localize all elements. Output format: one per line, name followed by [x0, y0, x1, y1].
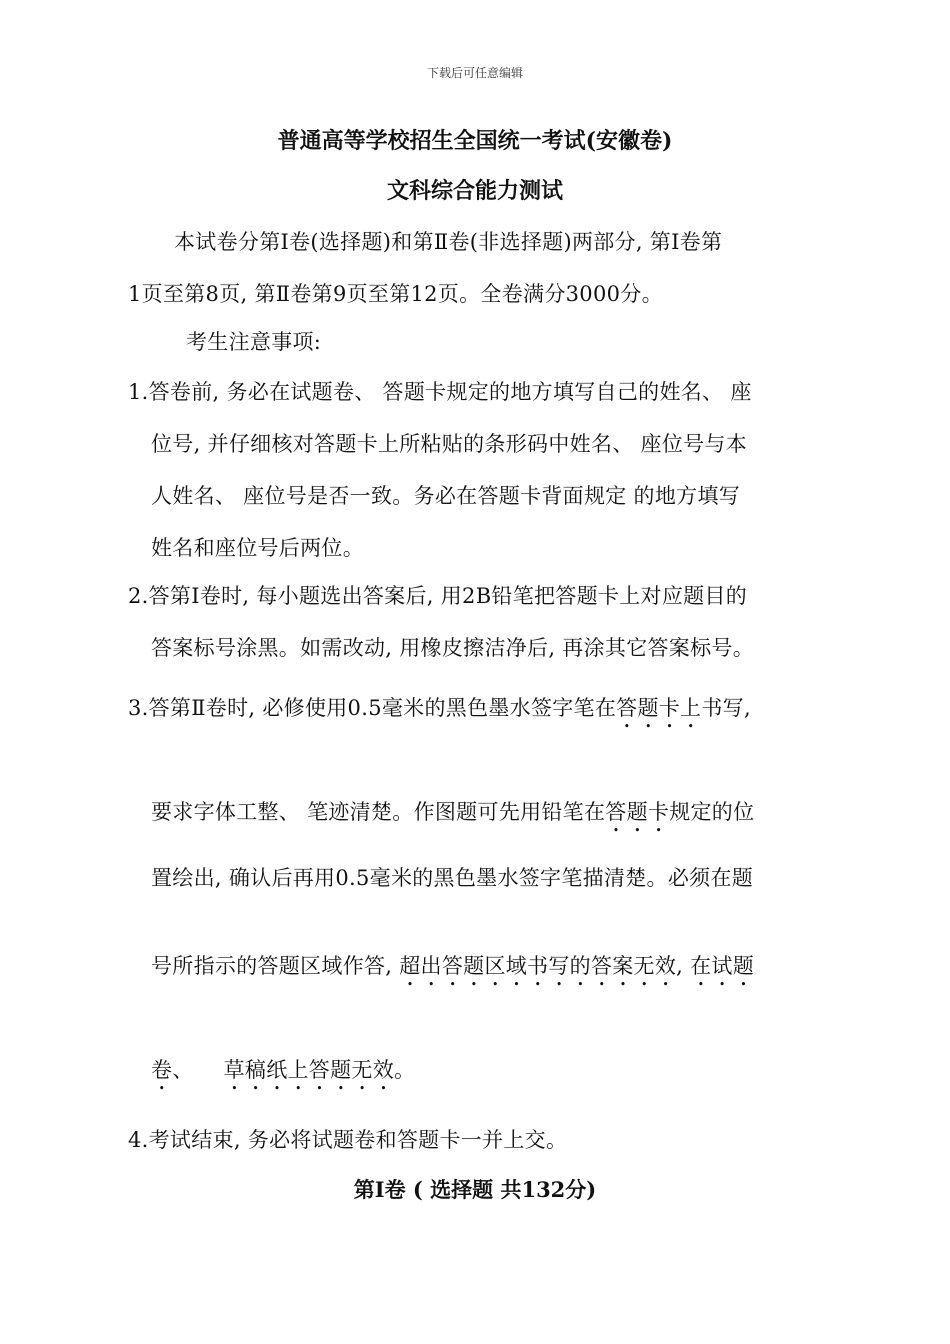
- item-1-line-1: 1.答卷前, 务必在试题卷、 答题卡规定的地方填写自己的姓名、 座: [128, 380, 752, 404]
- item-3-emphasis-7: 。: [394, 1058, 416, 1082]
- item-3-emphasis-5: 卷、: [151, 1058, 194, 1082]
- item-3-line-5: [151, 1054, 415, 1095]
- notice-heading: 考生注意事项:: [186, 330, 322, 354]
- item-1-line-2: 位号, 并仔细核对答题卡上所粘贴的条形码中姓名、 座位号与本: [151, 432, 748, 456]
- document-title: 普通高等学校招生全国统一考试(安徽卷): [277, 128, 673, 154]
- item-2-line-1: 2.答第Ⅰ卷时, 每小题选出答案后, 用2B铅笔把答题卡上对应题目的: [128, 584, 748, 608]
- item-1-line-4: 姓名和座位号后两位。: [151, 536, 364, 560]
- item-3-line-2: [151, 796, 754, 837]
- item-3-emphasis-3: 超出答题区域书写的答案无效: [399, 954, 677, 978]
- item-3-line-2-tail: 规定的位: [669, 800, 755, 824]
- item-1-line-3: 人姓名、 座位号是否一致。务必在答题卡背面规定 的地方填写: [151, 484, 741, 508]
- item-3-emphasis-4: 在试题: [690, 954, 755, 978]
- item-4-line-1: 4.考试结束, 务必将试题卷和答题卡一并上交。: [128, 1128, 568, 1152]
- item-3-emphasis-6: 草稿纸上答题无效: [223, 1058, 395, 1082]
- item-3-emphasis-1: 答题卡上: [616, 696, 702, 720]
- item-3-line-1-tail: 书写,: [701, 696, 751, 720]
- item-3-emphasis-2: 答题卡: [605, 800, 670, 824]
- item-3-line-3: 置绘出, 确认后再用0.5毫米的黑色墨水签字笔描清楚。必须在题: [151, 866, 754, 890]
- item-3-line-4-comma: ,: [676, 954, 691, 978]
- item-2-line-2: 答案标号涂黑。如需改动, 用橡皮擦洁净后, 再涂其它答案标号。: [151, 636, 754, 660]
- item-3-line-1-text: 3.答第Ⅱ卷时, 必修使用0.5毫米的黑色墨水签字笔在: [128, 696, 617, 720]
- item-3-line-4: [151, 950, 754, 991]
- item-3-line-1: [128, 692, 751, 733]
- intro-line-1: 本试卷分第Ⅰ卷(选择题)和第Ⅱ卷(非选择题)两部分, 第Ⅰ卷第: [174, 230, 723, 254]
- item-3-line-4-text: 号所指示的答题区域作答,: [151, 954, 400, 978]
- item-3-line-2-text: 要求字体工整、 笔迹清楚。作图题可先用铅笔在: [151, 800, 606, 824]
- intro-line-2: 1页至第8页, 第Ⅱ卷第9页至第12页。全卷满分3000分。: [128, 282, 663, 306]
- section-heading: 第Ⅰ卷 ( 选择题 共132分): [353, 1177, 597, 1202]
- page-header: 下载后可任意编辑: [426, 66, 523, 80]
- document-subtitle: 文科综合能力测试: [386, 178, 563, 204]
